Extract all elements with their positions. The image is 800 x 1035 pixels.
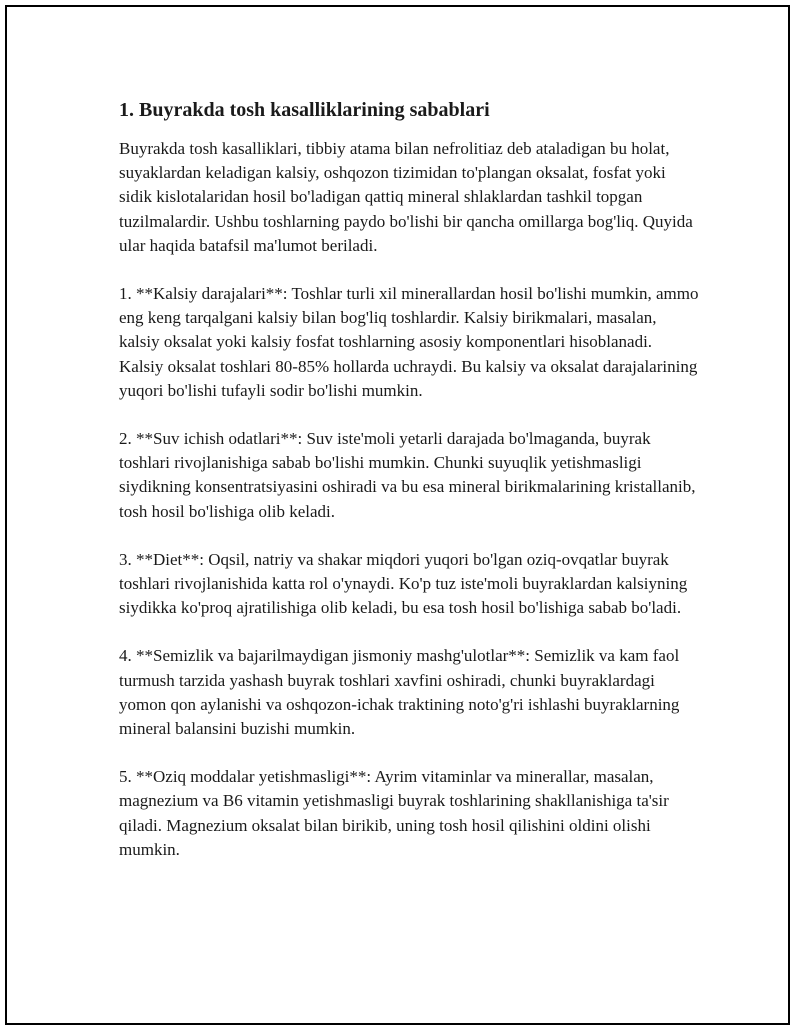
paragraph-calcium-levels: 1. **Kalsiy darajalari**: Toshlar turli xil minerallardan hosil bo'lishi mumkin, ammo eng keng tarqalgani kalsiy bilan bog'liq toshlardir. Kalsiy birikmalari, masalan, kalsiy oksalat yoki kalsiy fosfat toshlarning asosiy komponentlari hisoblanadi. Kalsiy oksalat toshlari 80-85% hollarda uchraydi. Bu kalsiy va oksalat darajalarining yuqori bo'lishi tufayli sodir bo'lishi mumkin. bbox=[119, 284, 699, 400]
document-body bbox=[119, 97, 699, 886]
document-page bbox=[5, 5, 790, 1025]
document-title: 1. Buyrakda tosh kasalliklarining sabablari bbox=[119, 99, 490, 121]
paragraph-obesity-inactivity: 4. **Semizlik va bajarilmaydigan jismoniy mashg'ulotlar**: Semizlik va kam faol turmush tarzida yashash buyrak toshlari xavfini oshiradi, chunki buyraklardagi yomon qon aylanishi va oshqozon-ichak traktining noto'g'ri ishlashi buyraklarning mineral balansini buzishi mumkin. bbox=[119, 646, 680, 739]
paragraph-water-habits: 2. **Suv ichish odatlari**: Suv iste'moli yetarli darajada bo'lmaganda, buyrak toshlari rivojlanishiga sabab bo'lishi mumkin. Chunki suyuqlik yetishmasligi siydikning konsentratsiyasini oshiradi va bu esa mineral birikmalarining kristallanib, tosh hosil bo'lishiga olib keladi. bbox=[119, 429, 696, 521]
paragraph-nutrient-deficiency: 5. **Oziq moddalar yetishmasligi**: Ayrim vitaminlar va minerallar, masalan, magnezium va B6 vitamin yetishmasligi buyrak toshlarining shakllanishiga ta'sir qiladi. Magnezium oksalat bilan birikib, uning tosh hosil qilishini oldini olishi mumkin. bbox=[119, 767, 669, 859]
paragraph-diet: 3. **Diet**: Oqsil, natriy va shakar miqdori yuqori bo'lgan oziq-ovqatlar buyrak toshlari rivojlanishida katta rol o'ynaydi. Ko'p tuz iste'moli buyraklardan kalsiyning siydikka ko'proq ajratilishiga olib keladi, bu esa tosh hosil bo'lishiga sabab bo'ladi. bbox=[119, 549, 688, 618]
intro-paragraph: Buyrakda tosh kasalliklari, tibbiy atama bilan nefrolitiaz deb ataladigan bu holat, suyaklardan keladigan kalsiy, oshqozon tizimidan to'plangan oksalat, fosfat yoki sidik kislotalaridan hosil bo'ladigan qattiq mineral shlaklardan tashkil topgan tuzilmalardir. Ushbu toshlarning paydo bo'lishi bir qancha omillarga bog'liq. Quyida ular haqida batafsil ma'lumot beriladi. bbox=[119, 139, 693, 255]
